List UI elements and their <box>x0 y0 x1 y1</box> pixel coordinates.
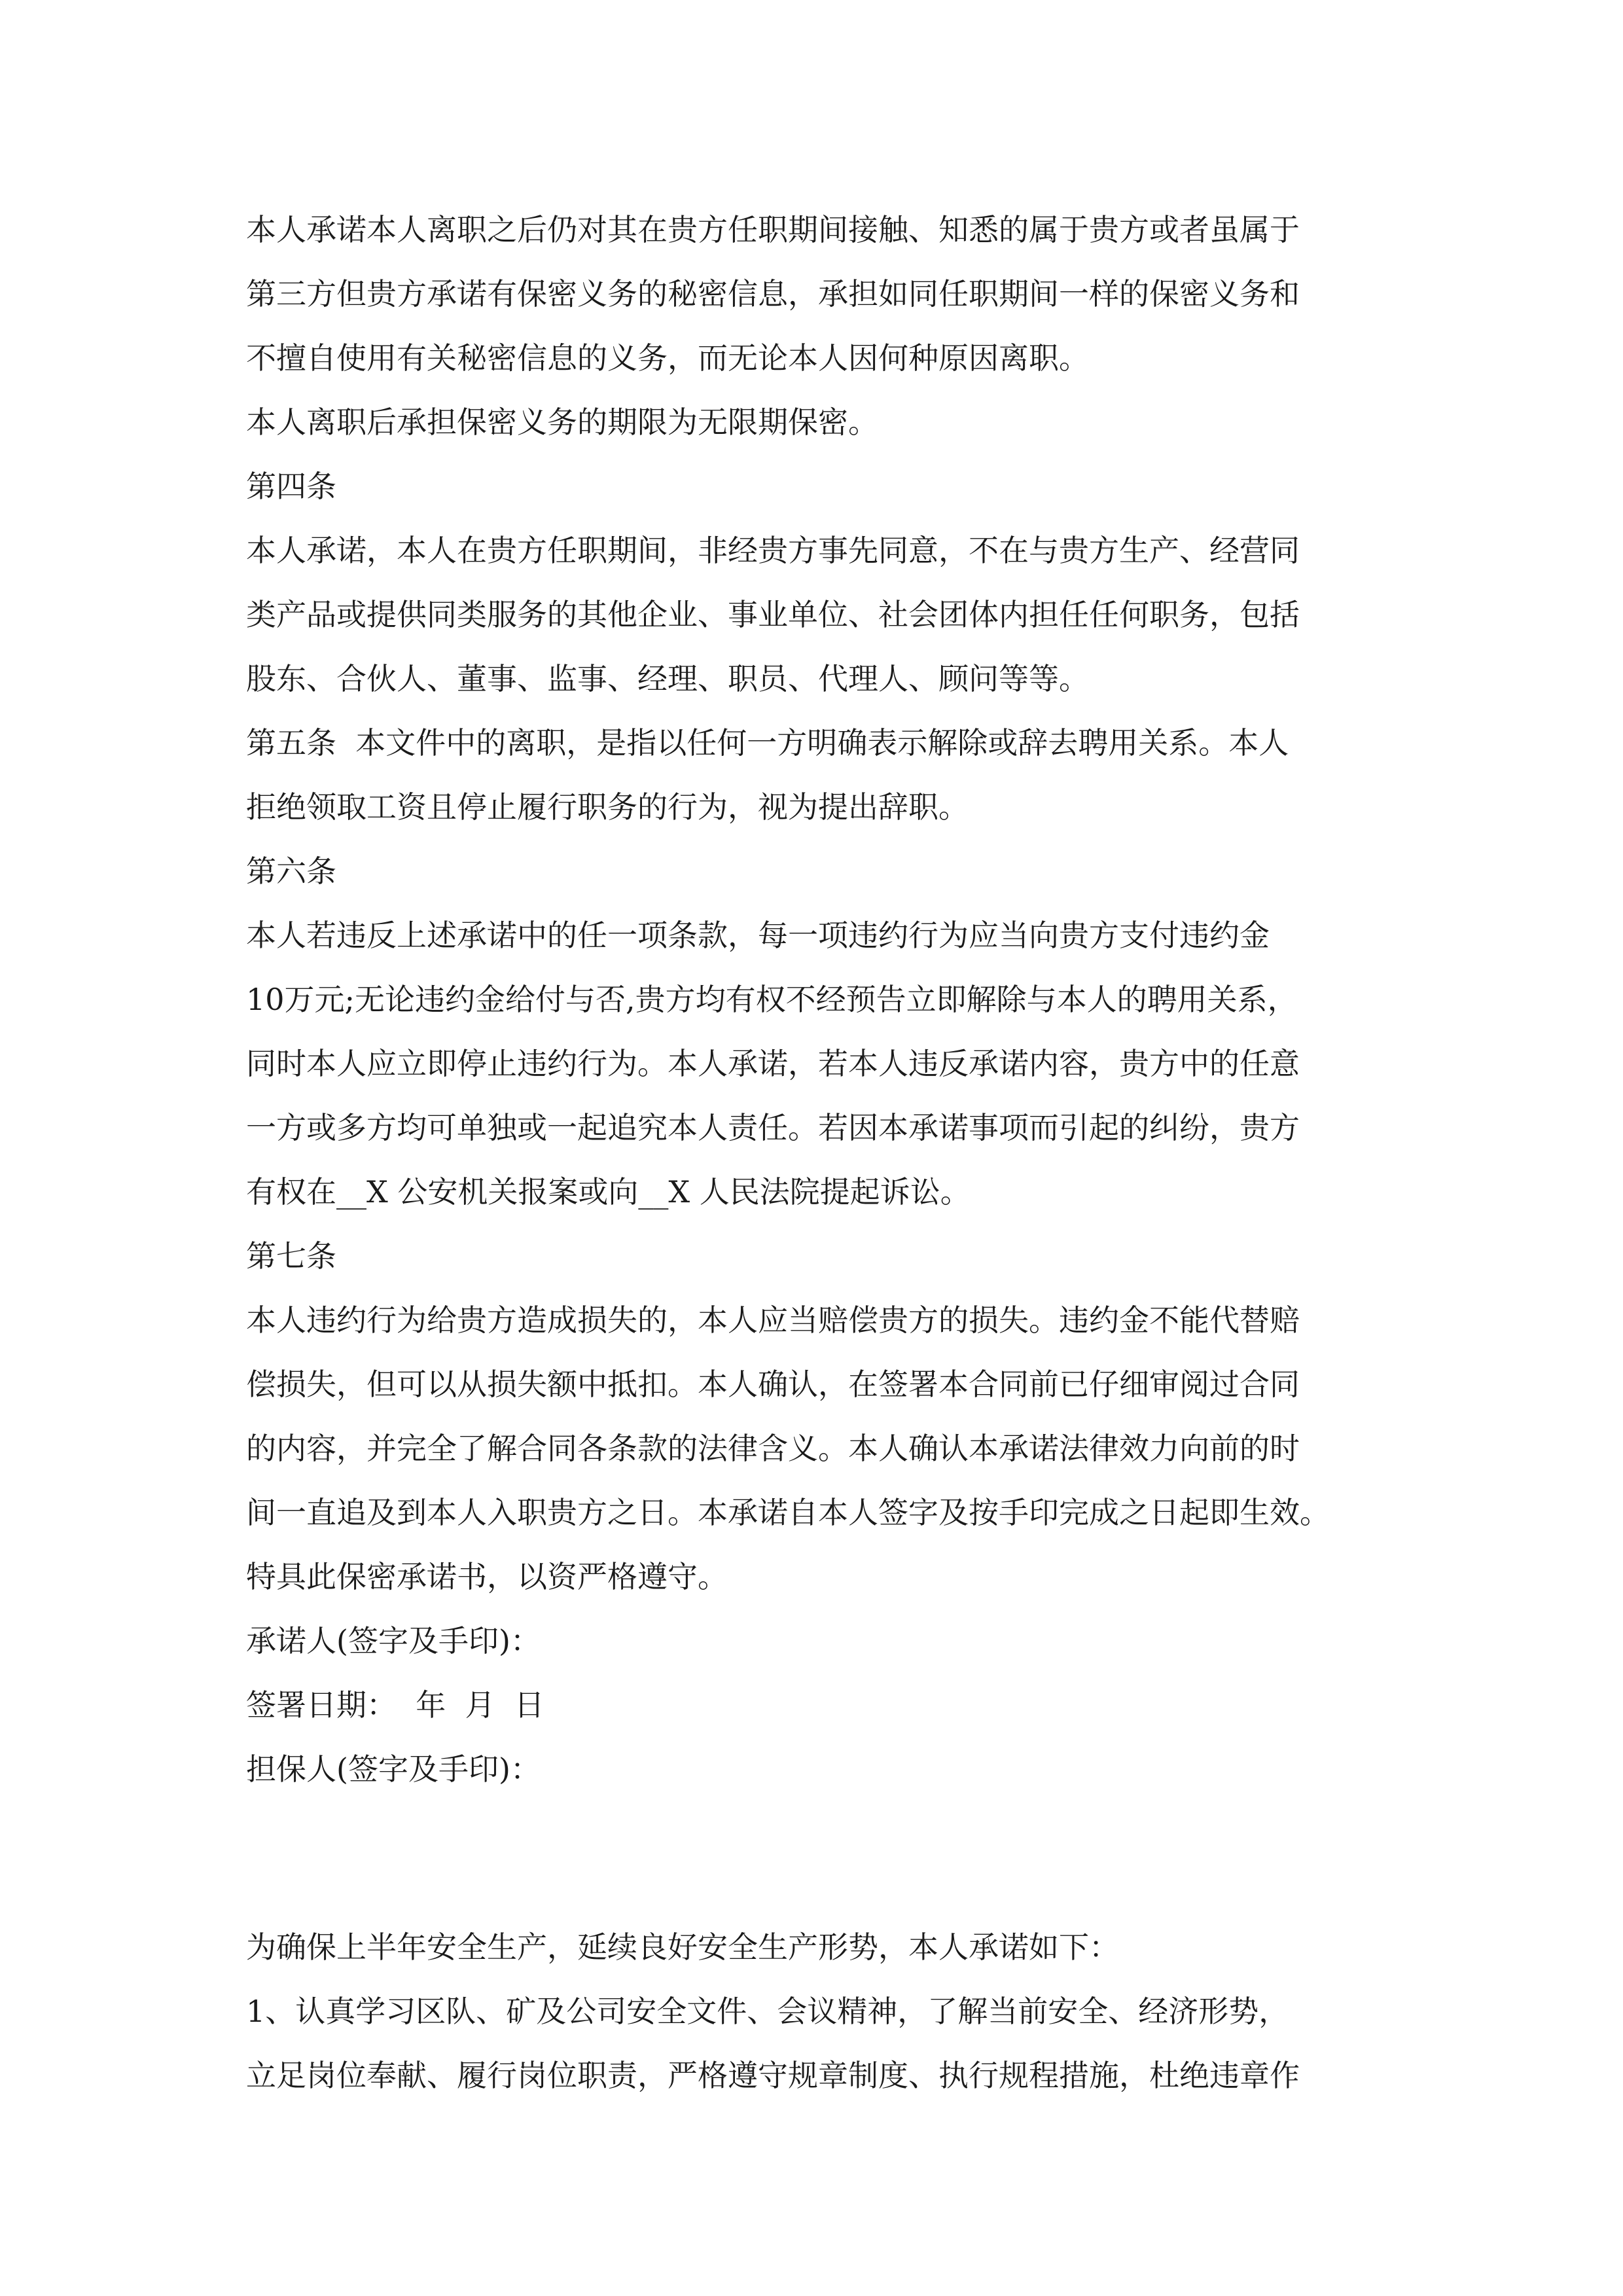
text-line: 的内容，并完全了解合同各条款的法律含义。本人确认本承诺法律效力向前的时 <box>246 1431 1300 1466</box>
article-heading: 第七条 <box>246 1238 336 1274</box>
text-line: 拒绝领取工资且停止履行职务的行为，视为提出辞职。 <box>246 789 969 825</box>
text-line: 特具此保密承诺书，以资严格遵守。 <box>246 1559 728 1594</box>
text-line: 为确保上半年安全生产，延续良好安全生产形势，本人承诺如下： <box>246 1929 1119 1965</box>
text-line: 有权在__X 公安机关报案或向__X 人民法院提起诉讼。 <box>246 1174 971 1210</box>
section-gap <box>246 1801 1398 1915</box>
text-line: 同时本人应立即停止违约行为。本人承诺，若本人违反承诺内容，贵方中的任意 <box>246 1046 1300 1081</box>
text-line: 偿损失，但可以从损失额中抵扣。本人确认，在签署本合同前已仔细审阅过合同 <box>246 1367 1300 1402</box>
text-line: 不擅自使用有关秘密信息的义务，而无论本人因何种原因离职。 <box>246 340 1089 376</box>
text-line: 本人承诺，本人在贵方任职期间，非经贵方事先同意，不在与贵方生产、经营同 <box>246 533 1300 568</box>
text-line: 10万元;无论违约金给付与否,贵方均有权不经预告立即解除与本人的聘用关系， <box>246 982 1298 1017</box>
article-heading: 第四条 <box>246 469 336 504</box>
text-line: 类产品或提供同类服务的其他企业、事业单位、社会团体内担任任何职务，包括 <box>246 597 1300 632</box>
text-line: 立足岗位奉献、履行岗位职责，严格遵守规章制度、执行规程措施，杜绝违章作 <box>246 2058 1300 2093</box>
document-body <box>246 198 1398 2108</box>
text-line: 间一直追及到本人入职贵方之日。本承诺自本人签字及按手印完成之日起即生效。 <box>246 1495 1330 1530</box>
text-line: 1、认真学习区队、矿及公司安全文件、会议精神，了解当前安全、经济形势， <box>246 1994 1289 2029</box>
signature-date-label: 签署日期： 年 月 日 <box>246 1687 544 1723</box>
text-line: 本人承诺本人离职之后仍对其在贵方任职期间接触、知悉的属于贵方或者虽属于 <box>246 212 1300 247</box>
signature-label-guarantor: 担保人(签字及手印)： <box>246 1751 541 1787</box>
signature-label-promisor: 承诺人(签字及手印)： <box>246 1623 541 1659</box>
text-line: 第五条 本文件中的离职，是指以任何一方明确表示解除或辞去聘用关系。本人 <box>246 725 1289 761</box>
text-line: 本人若违反上述承诺中的任一项条款，每一项违约行为应当向贵方支付违约金 <box>246 918 1270 953</box>
text-line: 第三方但贵方承诺有保密义务的秘密信息，承担如同任职期间一样的保密义务和 <box>246 276 1300 312</box>
text-line: 一方或多方均可单独或一起追究本人责任。若因本承诺事项而引起的纠纷，贵方 <box>246 1110 1300 1145</box>
text-line: 股东、合伙人、董事、监事、经理、职员、代理人、顾问等等。 <box>246 661 1089 696</box>
text-line: 本人违约行为给贵方造成损失的，本人应当赔偿贵方的损失。违约金不能代替赔 <box>246 1302 1300 1338</box>
article-heading: 第六条 <box>246 853 336 889</box>
text-line: 本人离职后承担保密义务的期限为无限期保密。 <box>246 404 878 440</box>
